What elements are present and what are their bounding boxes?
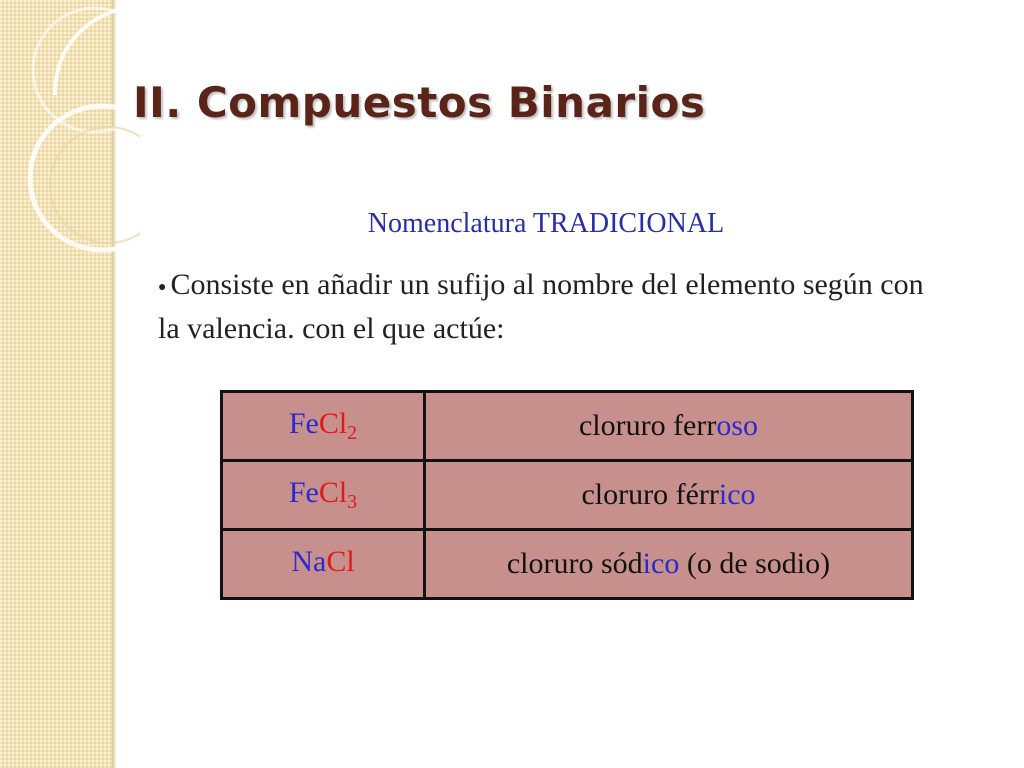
bullet-text: Consiste en añadir un sufijo al nombre del elemento según con la valencia. con el que actúe:: [158, 268, 924, 345]
slide-subtitle: Nomenclatura TRADICIONAL: [367, 208, 725, 239]
bullet-icon: ●: [158, 279, 167, 295]
name-cell: cloruro sódico (o de sodio): [425, 530, 913, 599]
formula-cell: FeCl$_2$: [222, 392, 425, 461]
name-cell: cloruro férrico: [425, 461, 913, 530]
table-row: [222, 530, 913, 599]
nomenclature-table: [220, 390, 914, 600]
bullet-paragraph: [158, 264, 938, 349]
formula-cell: FeCl$_3$: [222, 461, 425, 530]
formula-cell: NaCl: [222, 530, 425, 599]
slide-title: II. Compuestos Binarios: [133, 78, 706, 127]
table-row: [222, 392, 913, 461]
name-cell: cloruro ferroso: [425, 392, 913, 461]
table-row: [222, 461, 913, 530]
